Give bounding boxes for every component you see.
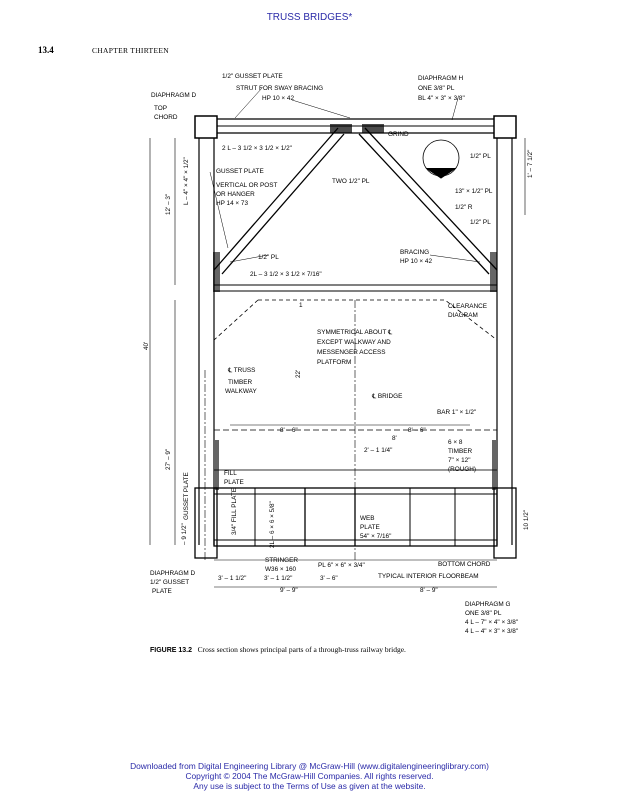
label-timber-right: TIMBER [448, 448, 473, 455]
label-dim-10: 10 1/2" [523, 509, 530, 530]
label-grind: GRIND [388, 131, 409, 138]
label-or-hanger: OR HANGER [216, 191, 255, 198]
label-half-pl-left: 1/2" PL [258, 254, 279, 261]
label-dim-3-1b: 3' – 1 1/2" [264, 575, 293, 582]
label-walkway: WALKWAY [225, 388, 257, 395]
label-dim-8-6-left: 8' – 6" [280, 427, 298, 434]
label-two-half-pl: TWO 1/2" PL [332, 178, 370, 185]
label-web-size: 54" × 7/16" [360, 533, 392, 540]
label-dim-1-7: 1' – 7 1/2" [527, 149, 534, 178]
label-dim-3-6: 3' – 6" [320, 575, 338, 582]
label-angle-2l-top: 2 L – 3 1/2 × 3 1/2 × 1/2" [222, 145, 292, 152]
label-timber: TIMBER [228, 379, 253, 386]
figure-caption [150, 645, 406, 654]
label-angle-13: 13" × 1/2" PL [455, 188, 493, 195]
label-diagram: DIAGRAM [448, 312, 478, 319]
label-gusset-vert: GUSSET PLATE [183, 472, 190, 520]
label-half-pl-right: 1/2" PL [470, 219, 491, 226]
label-diaphragm-g: DIAPHRAGM G [465, 601, 511, 608]
footer-terms-link[interactable]: Any use is subject to the Terms of Use as given at the website. [193, 781, 426, 791]
footer-copyright: Copyright © 2004 The McGraw-Hill Companies. All rights reserved. [185, 771, 434, 781]
chapter-heading: CHAPTER THIRTEEN [92, 46, 169, 55]
label-typical: TYPICAL INTERIOR FLOORBEAM [378, 573, 479, 580]
label-dim-9-9: 9' – 9" [280, 587, 298, 594]
label-dim-8-9: 8' – 9" [420, 587, 438, 594]
label-dim-8: 8' [392, 435, 397, 442]
label-dim-12-3: 12' – 3" [165, 193, 172, 215]
label-platform: PLATFORM [317, 359, 352, 366]
label-timber-12: 7" × 12" [448, 457, 471, 464]
top-chord-left [195, 116, 217, 138]
label-one-3-8: ONE 3/8" PL [465, 610, 502, 617]
label-web-plate: PLATE [360, 524, 380, 531]
caption-label: FIGURE 13.2 [150, 647, 193, 654]
label-stringer: STRINGER [265, 557, 299, 564]
label-gusset-plate: GUSSET PLATE [216, 168, 264, 175]
label-bl: BL 4" × 3" × 3/8" [418, 95, 465, 102]
label-chord: CHORD [154, 114, 178, 121]
label-strut: STRUT FOR SWAY BRACING [236, 85, 324, 92]
label-half-pl-top: 1/2" PL [470, 153, 491, 160]
label-angles-6x6: 2L – 6 × 6 × 5/8" [269, 501, 276, 548]
label-symmetrical: SYMMETRICAL ABOUT ℄ [317, 329, 393, 336]
label-top: TOP [154, 105, 168, 112]
running-title: TRUSS BRIDGES* [266, 12, 353, 23]
label-pl-6x6: PL 6" × 6" × 3/4" [318, 562, 365, 569]
label-fill-plate-v: 3/4" FILL PLATE [231, 487, 238, 535]
label-bottom-chord: BOTTOM CHORD [438, 561, 491, 568]
label-angle-2l-bottom: 2L – 3 1/2 × 3 1/2 × 7/16" [250, 271, 322, 278]
label-w36: W36 × 160 [265, 566, 297, 573]
label-gusset-plate-bottom: PLATE [152, 588, 172, 595]
label-except: EXCEPT WALKWAY AND [317, 339, 391, 346]
label-diaphragm-h: DIAPHRAGM H [418, 75, 464, 82]
label-dim-3-1: 3' – 1 1/2" [218, 575, 247, 582]
label-dim-40: 40' [143, 341, 150, 350]
label-four-l-b: 4 L – 4" × 3" × 3/8" [465, 628, 519, 635]
label-dim-2-1: 2' – 1 1/4" [364, 447, 393, 454]
label-number-1: 1 [299, 302, 303, 309]
footer-download-link[interactable]: Downloaded from Digital Engineering Library @ McGraw-Hill (www.digitalengineeringlibrary.com) [130, 761, 489, 771]
label-gusset-top: 1/2" GUSSET PLATE [222, 73, 283, 80]
label-clearance: CLEARANCE [448, 303, 488, 310]
label-timber-size: 6 × 8 [448, 439, 463, 446]
label-dim-22: 22' [295, 369, 302, 378]
label-rough: (ROUGH) [448, 466, 477, 473]
label-bar: BAR 1" × 1/2" [437, 409, 477, 416]
page-number: 13.4 [38, 45, 54, 55]
label-cl-bridge: ℄ BRIDGE [372, 393, 403, 400]
label-dim-9: – 9 1/2" [181, 523, 188, 545]
label-web: WEB [360, 515, 375, 522]
label-hp1042: HP 10 × 42 [262, 95, 295, 102]
label-diaphragm-d-bottom: DIAPHRAGM D [150, 570, 196, 577]
label-fill: FILL [224, 470, 237, 477]
label-dim-8-6-right: 8' – 6" [408, 427, 426, 434]
caption-text: Cross section shows principal parts of a through-truss railway bridge. [197, 645, 406, 654]
top-chord-right [494, 116, 516, 138]
label-vertical: VERTICAL OR POST [216, 182, 278, 189]
label-half-r: 1/2" R [455, 204, 473, 211]
label-hp1473: HP 14 × 73 [216, 200, 249, 207]
label-dim-l4: L – 4" × 4" × 1/2" [183, 157, 190, 205]
label-one-pl: ONE 3/8" PL [418, 85, 455, 92]
label-half-gusset: 1/2" GUSSET [150, 579, 190, 586]
label-bracing-hp: HP 10 × 42 [400, 258, 433, 265]
label-dim-27-9: 27' – 9" [165, 448, 172, 470]
label-diaphragm-d-top: DIAPHRAGM D [151, 92, 197, 99]
label-four-l-a: 4 L – 7" × 4" × 3/8" [465, 619, 519, 626]
label-messenger: MESSENGER ACCESS [317, 349, 386, 356]
label-bracing: BRACING [400, 249, 430, 256]
label-plate: PLATE [224, 479, 244, 486]
label-cl-truss: ℄ TRUSS [228, 367, 256, 374]
